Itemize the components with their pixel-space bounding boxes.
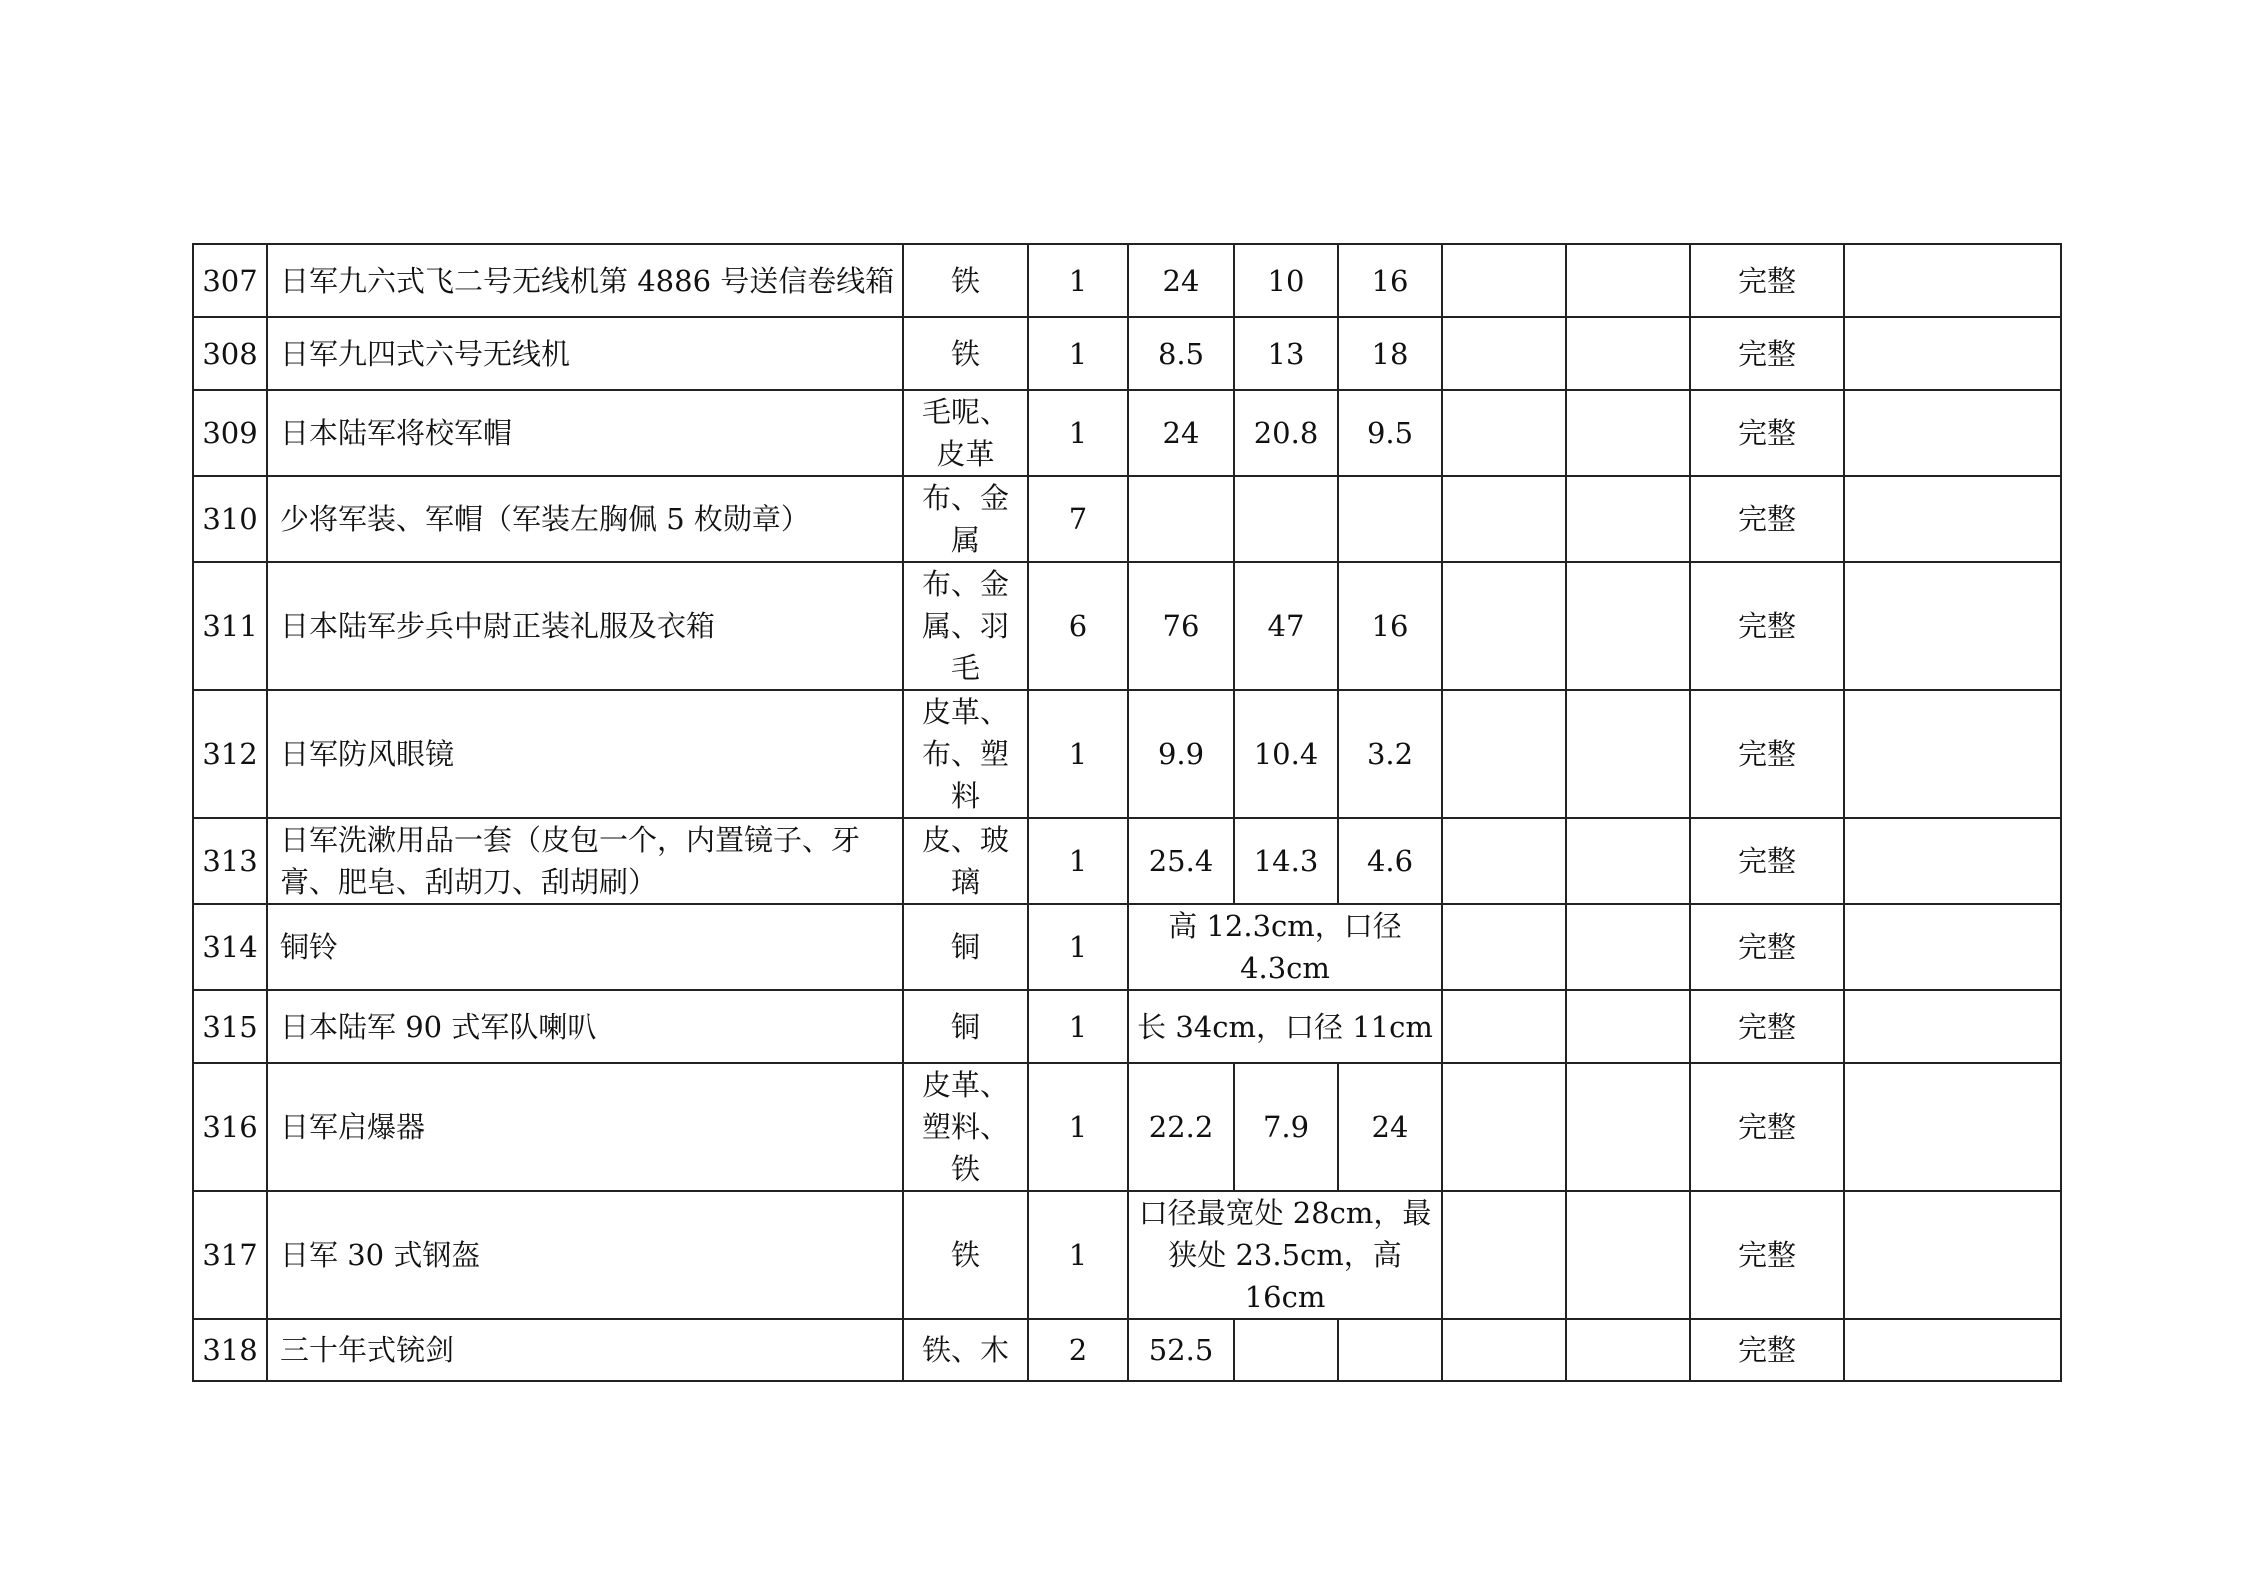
empty-cell (1566, 244, 1690, 317)
item-name: 日军启爆器 (267, 1063, 903, 1191)
empty-cell (1844, 1191, 2061, 1319)
table-row (193, 904, 2061, 990)
empty-cell (1566, 562, 1690, 690)
table-row (193, 390, 2061, 476)
table-row (193, 476, 2061, 562)
item-material: 皮革、布、塑料 (903, 690, 1028, 818)
item-dimension-3: 4.6 (1338, 818, 1442, 904)
item-status: 完整 (1690, 990, 1844, 1063)
item-material: 皮革、塑料、铁 (903, 1063, 1028, 1191)
item-dimension-3: 18 (1338, 317, 1442, 390)
item-name: 日本陆军步兵中尉正装礼服及衣箱 (267, 562, 903, 690)
item-status: 完整 (1690, 476, 1844, 562)
item-status: 完整 (1690, 244, 1844, 317)
empty-cell (1442, 904, 1566, 990)
item-status: 完整 (1690, 1063, 1844, 1191)
item-dimension-1: 25.4 (1128, 818, 1234, 904)
row-number: 318 (193, 1319, 267, 1381)
empty-cell (1566, 390, 1690, 476)
empty-cell (1442, 818, 1566, 904)
item-name: 日军洗漱用品一套（皮包一个，内置镜子、牙膏、肥皂、刮胡刀、刮胡刷） (267, 818, 903, 904)
empty-cell (1566, 904, 1690, 990)
item-name: 日军 30 式钢盔 (267, 1191, 903, 1319)
empty-cell (1442, 317, 1566, 390)
item-material: 布、金属、羽毛 (903, 562, 1028, 690)
table-row (193, 690, 2061, 818)
item-dimension-2: 10 (1234, 244, 1338, 317)
empty-cell (1442, 1063, 1566, 1191)
row-number: 310 (193, 476, 267, 562)
table-row (193, 1063, 2061, 1191)
item-dimension-1: 76 (1128, 562, 1234, 690)
item-quantity: 1 (1028, 818, 1128, 904)
item-status: 完整 (1690, 562, 1844, 690)
item-quantity: 1 (1028, 244, 1128, 317)
item-quantity: 1 (1028, 990, 1128, 1063)
item-dimension-3: 16 (1338, 562, 1442, 690)
item-material: 布、金属 (903, 476, 1028, 562)
empty-cell (1844, 818, 2061, 904)
table-row (193, 990, 2061, 1063)
item-material: 铁 (903, 244, 1028, 317)
table-row (193, 818, 2061, 904)
item-dimension-1: 22.2 (1128, 1063, 1234, 1191)
empty-cell (1442, 476, 1566, 562)
item-name: 日军防风眼镜 (267, 690, 903, 818)
item-dimension-1: 8.5 (1128, 317, 1234, 390)
item-dimensions: 高 12.3cm，口径 4.3cm (1128, 904, 1442, 990)
row-number: 311 (193, 562, 267, 690)
item-material: 皮、玻璃 (903, 818, 1028, 904)
item-status: 完整 (1690, 1319, 1844, 1381)
item-status: 完整 (1690, 690, 1844, 818)
empty-cell (1442, 1319, 1566, 1381)
empty-cell (1844, 990, 2061, 1063)
item-material: 铜 (903, 990, 1028, 1063)
table-row (193, 1319, 2061, 1381)
table-row (193, 562, 2061, 690)
item-dimensions: 长 34cm，口径 11cm (1128, 990, 1442, 1063)
table-row (193, 317, 2061, 390)
item-dimension-3: 16 (1338, 244, 1442, 317)
item-dimension-2: 47 (1234, 562, 1338, 690)
empty-cell (1566, 1319, 1690, 1381)
item-dimension-1: 24 (1128, 244, 1234, 317)
item-name: 日军九四式六号无线机 (267, 317, 903, 390)
row-number: 317 (193, 1191, 267, 1319)
item-name: 日军九六式飞二号无线机第 4886 号送信卷线箱 (267, 244, 903, 317)
empty-cell (1566, 1063, 1690, 1191)
item-material: 铁 (903, 1191, 1028, 1319)
item-dimension-1 (1128, 476, 1234, 562)
empty-cell (1442, 244, 1566, 317)
item-dimension-2: 7.9 (1234, 1063, 1338, 1191)
item-status: 完整 (1690, 1191, 1844, 1319)
empty-cell (1566, 690, 1690, 818)
item-name: 少将军装、军帽（军装左胸佩 5 枚勋章） (267, 476, 903, 562)
row-number: 307 (193, 244, 267, 317)
row-number: 312 (193, 690, 267, 818)
item-dimension-1: 52.5 (1128, 1319, 1234, 1381)
item-dimension-3 (1338, 476, 1442, 562)
empty-cell (1844, 904, 2061, 990)
item-dimension-2: 10.4 (1234, 690, 1338, 818)
empty-cell (1442, 390, 1566, 476)
item-quantity: 1 (1028, 317, 1128, 390)
empty-cell (1566, 476, 1690, 562)
empty-cell (1442, 690, 1566, 818)
item-dimension-1: 24 (1128, 390, 1234, 476)
empty-cell (1442, 990, 1566, 1063)
empty-cell (1844, 476, 2061, 562)
empty-cell (1844, 1319, 2061, 1381)
item-material: 铁 (903, 317, 1028, 390)
item-material: 铜 (903, 904, 1028, 990)
item-dimensions: 口径最宽处 28cm，最狭处 23.5cm，高 16cm (1128, 1191, 1442, 1319)
item-material: 毛呢、皮革 (903, 390, 1028, 476)
item-dimension-3: 9.5 (1338, 390, 1442, 476)
empty-cell (1442, 562, 1566, 690)
empty-cell (1844, 1063, 2061, 1191)
empty-cell (1844, 390, 2061, 476)
item-dimension-2: 20.8 (1234, 390, 1338, 476)
item-name: 三十年式铳剑 (267, 1319, 903, 1381)
empty-cell (1566, 317, 1690, 390)
item-name: 日本陆军 90 式军队喇叭 (267, 990, 903, 1063)
empty-cell (1844, 690, 2061, 818)
row-number: 308 (193, 317, 267, 390)
row-number: 316 (193, 1063, 267, 1191)
item-quantity: 7 (1028, 476, 1128, 562)
item-dimension-2: 14.3 (1234, 818, 1338, 904)
item-dimension-2 (1234, 476, 1338, 562)
row-number: 315 (193, 990, 267, 1063)
table-row (193, 1191, 2061, 1319)
item-status: 完整 (1690, 390, 1844, 476)
empty-cell (1844, 244, 2061, 317)
item-dimension-3: 3.2 (1338, 690, 1442, 818)
empty-cell (1566, 818, 1690, 904)
item-status: 完整 (1690, 317, 1844, 390)
row-number: 309 (193, 390, 267, 476)
item-quantity: 1 (1028, 390, 1128, 476)
item-quantity: 2 (1028, 1319, 1128, 1381)
row-number: 314 (193, 904, 267, 990)
empty-cell (1566, 990, 1690, 1063)
item-quantity: 1 (1028, 690, 1128, 818)
item-quantity: 6 (1028, 562, 1128, 690)
empty-cell (1844, 317, 2061, 390)
inventory-table (192, 243, 2062, 1382)
empty-cell (1442, 1191, 1566, 1319)
item-dimension-3: 24 (1338, 1063, 1442, 1191)
item-quantity: 1 (1028, 1063, 1128, 1191)
row-number: 313 (193, 818, 267, 904)
empty-cell (1566, 1191, 1690, 1319)
item-quantity: 1 (1028, 904, 1128, 990)
item-status: 完整 (1690, 904, 1844, 990)
item-dimension-3 (1338, 1319, 1442, 1381)
item-name: 日本陆军将校军帽 (267, 390, 903, 476)
item-dimension-2 (1234, 1319, 1338, 1381)
item-name: 铜铃 (267, 904, 903, 990)
item-material: 铁、木 (903, 1319, 1028, 1381)
item-dimension-2: 13 (1234, 317, 1338, 390)
item-status: 完整 (1690, 818, 1844, 904)
empty-cell (1844, 562, 2061, 690)
item-dimension-1: 9.9 (1128, 690, 1234, 818)
table-row (193, 244, 2061, 317)
item-quantity: 1 (1028, 1191, 1128, 1319)
